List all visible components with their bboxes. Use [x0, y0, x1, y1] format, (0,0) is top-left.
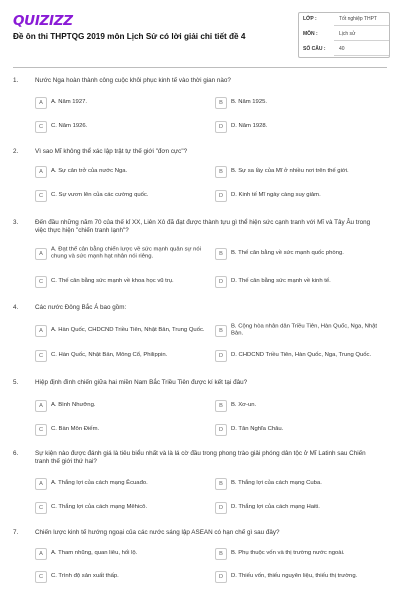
option-letter-box: D: [215, 571, 227, 583]
option-letter-box: D: [215, 121, 227, 133]
option-text: B. Thắng lợi của cách mạng Cuba.: [231, 480, 322, 487]
option-text: C. Bàn Môn Điếm.: [51, 426, 100, 433]
option-letter-box: C: [35, 502, 47, 514]
option-a[interactable]: [35, 477, 205, 491]
info-key: SỐ CÂU :: [303, 46, 326, 52]
option-c[interactable]: [35, 570, 205, 584]
option-b[interactable]: [215, 165, 385, 179]
option-c[interactable]: [35, 120, 205, 134]
option-text: C. Thế cân bằng sức mạnh về khoa học vũ trụ.: [51, 278, 174, 285]
option-letter-box: D: [215, 424, 227, 436]
option-letter-box: B: [215, 478, 227, 490]
option-a[interactable]: [35, 320, 205, 341]
option-c[interactable]: [35, 349, 205, 363]
option-d[interactable]: [215, 275, 385, 289]
option-b[interactable]: [215, 320, 385, 341]
question-number: 2.: [13, 148, 19, 155]
option-text: C. Trình độ sản xuất thấp.: [51, 573, 119, 580]
option-c[interactable]: [35, 423, 205, 437]
option-text: A. Hàn Quốc, CHDCND Triều Tiên, Nhật Bản, Trung Quốc.: [51, 326, 205, 333]
option-letter-box: A: [35, 248, 47, 260]
option-text: A. Bình Nhưỡng.: [51, 402, 96, 409]
option-text: B. Xơ-un.: [231, 402, 257, 409]
option-letter-box: B: [215, 248, 227, 260]
option-text: B. Phụ thuộc vốn và thị trường nước ngoài.: [231, 550, 345, 557]
option-b[interactable]: [215, 399, 385, 413]
option-a[interactable]: [35, 547, 205, 561]
option-letter-box: C: [35, 190, 47, 202]
page-title: Đề ôn thi THPTQG 2019 môn Lịch Sử có lời giải chi tiết đề 4: [13, 32, 246, 41]
option-b[interactable]: [215, 477, 385, 491]
option-text: D. Năm 1928.: [231, 123, 268, 130]
option-text: D. Thiếu vốn, thiếu nguyên liệu, thiếu thị trường.: [231, 573, 358, 580]
option-a[interactable]: [35, 165, 205, 179]
header-divider: [13, 67, 387, 68]
option-text: D. CHDCND Triều Tiên, Hàn Quốc, Nga, Trung Quốc.: [231, 352, 372, 359]
option-c[interactable]: [35, 501, 205, 515]
info-row-class: [303, 14, 389, 26]
option-text: A. Thắng lợi của cách mạng Êcuađo.: [51, 480, 148, 487]
option-b[interactable]: [215, 96, 385, 110]
option-letter-box: B: [215, 400, 227, 412]
option-text: D. Tân Nghĩa Châu.: [231, 426, 284, 433]
option-letter-box: C: [35, 424, 47, 436]
option-text: A. Tham nhũng, quan liêu, hối lộ.: [51, 550, 138, 557]
info-box: [298, 12, 390, 58]
option-text: C. Năm 1926.: [51, 123, 88, 130]
info-row-count: [303, 44, 389, 56]
option-text: A. Đạt thế cân bằng chiến lược về sức mạnh quân sự nói chung và sức mạnh hạt nhân nói riêng.: [51, 245, 201, 260]
option-a[interactable]: [35, 243, 205, 264]
option-text: B. Năm 1925.: [231, 99, 268, 106]
option-text: C. Hàn Quốc, Nhật Bản, Mông Cổ, Philippin.: [51, 352, 168, 359]
question-text: Đến đầu những năm 70 của thế kỉ XX, Liên Xô đã đạt được thành tựu gì thể hiện sức cạnh tranh với Mĩ và Tây Âu trong việc thực hiện "chiến tranh lạnh"?: [35, 219, 371, 235]
option-d[interactable]: [215, 189, 385, 203]
option-text: A. Sự cản trở của nước Nga.: [51, 168, 128, 175]
option-letter-box: B: [215, 166, 227, 178]
option-letter-box: D: [215, 502, 227, 514]
option-text: C. Sự vươn lên của các cường quốc.: [51, 192, 149, 199]
option-letter-box: D: [215, 276, 227, 288]
worksheet-header: [0, 0, 400, 68]
info-value: Lịch sử: [339, 31, 356, 37]
option-letter-box: A: [35, 325, 47, 337]
question-number: 7.: [13, 529, 19, 536]
option-text: B. Sự sa lầy của Mĩ ở nhiều nơi trên thế giới.: [231, 168, 349, 175]
option-letter-box: B: [215, 548, 227, 560]
option-letter-box: C: [35, 571, 47, 583]
quizizz-logo: QUIZIZZ: [13, 13, 73, 29]
option-a[interactable]: [35, 96, 205, 110]
option-text: C. Thắng lợi của cách mạng Mêhicô.: [51, 504, 148, 511]
option-d[interactable]: [215, 423, 385, 437]
option-letter-box: D: [215, 190, 227, 202]
option-text: B. Thế cân bằng về sức mạnh quốc phòng.: [231, 250, 344, 257]
option-b[interactable]: [215, 247, 385, 261]
info-row-subject: [303, 29, 389, 41]
option-c[interactable]: [35, 275, 205, 289]
option-letter-box: C: [35, 350, 47, 362]
option-letter-box: B: [215, 325, 227, 337]
question-text: Vì sao Mĩ không thể xác lập trật tự thế giới "đơn cực"?: [35, 148, 188, 155]
info-value: Tốt nghiệp THPT: [339, 16, 377, 22]
info-value: 40: [339, 46, 345, 52]
option-text: D. Kinh tế Mĩ ngày càng suy giảm.: [231, 192, 321, 199]
question-text: Chiến lược kinh tế hướng ngoại của các nước sáng lập ASEAN có hạn chế gì sau đây?: [35, 529, 280, 536]
option-d[interactable]: [215, 570, 387, 584]
question-text: Nước Nga hoàn thành công cuộc khôi phục kinh tế vào thời gian nào?: [35, 77, 231, 84]
option-d[interactable]: [215, 120, 385, 134]
info-key: LỚP :: [303, 16, 317, 22]
option-letter-box: A: [35, 478, 47, 490]
question-number: 5.: [13, 379, 19, 386]
option-letter-box: D: [215, 350, 227, 362]
option-text: D. Thế cân bằng sức mạnh về kinh tế.: [231, 278, 331, 285]
option-d[interactable]: [215, 349, 387, 363]
question-text: Sự kiện nào được đánh giá là tiêu biểu nhất và là lá cờ đầu trong phong trào giải phóng dân tộc ở Mĩ Latinh sau Chiến tranh thế giới thứ hai?: [35, 450, 366, 466]
question-text: Các nước Đông Bắc Á bao gồm:: [35, 304, 127, 311]
option-letter-box: A: [35, 548, 47, 560]
option-letter-box: C: [35, 121, 47, 133]
question-number: 3.: [13, 219, 19, 226]
option-letter-box: C: [35, 276, 47, 288]
option-d[interactable]: [215, 501, 385, 515]
option-letter-box: A: [35, 166, 47, 178]
option-text: A. Năm 1927.: [51, 99, 88, 106]
option-b[interactable]: [215, 547, 385, 561]
question-number: 1.: [13, 77, 19, 84]
question-text: Hiệp định đình chiến giữa hai miền Nam Bắc Triều Tiên được kí kết tại đâu?: [35, 379, 248, 386]
option-letter-box: A: [35, 400, 47, 412]
question-number: 6.: [13, 450, 19, 457]
option-text: D. Thắng lợi của cách mạng Haiti.: [231, 504, 320, 511]
option-letter-box: B: [215, 97, 227, 109]
option-a[interactable]: [35, 399, 205, 413]
question-number: 4.: [13, 304, 19, 311]
option-text: B. Cộng hòa nhân dân Triều Tiên, Hàn Quốc, Nga, Nhật Bản.: [231, 322, 378, 337]
option-letter-box: A: [35, 97, 47, 109]
option-c[interactable]: [35, 189, 205, 203]
info-key: MÔN :: [303, 31, 318, 37]
